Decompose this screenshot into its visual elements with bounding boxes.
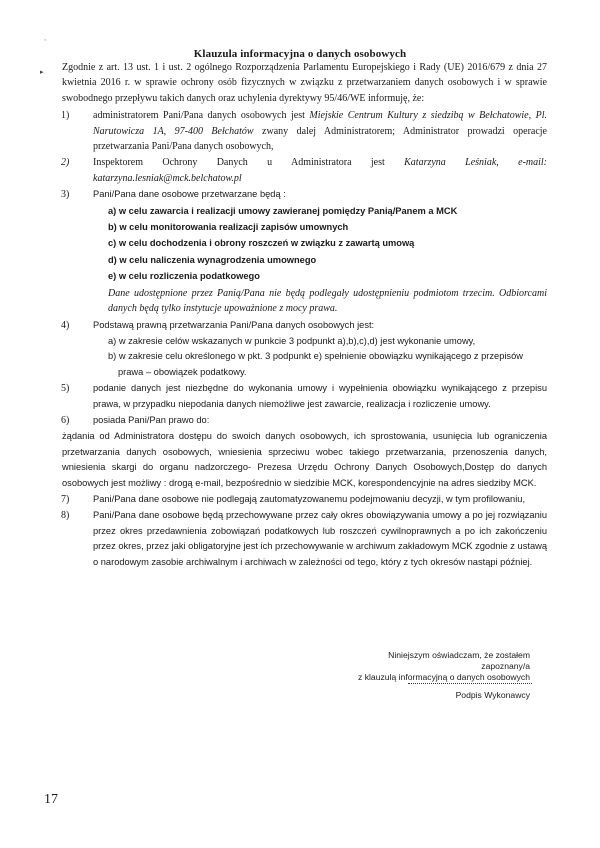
clause-item-6 (62, 413, 547, 428)
clause-text: podanie danych jest niezbędne do wykonania umowy i wypełnienia obowiązku wynikającego z przepisu prawa, w przypadku niepodania danych niemożliwe jest zawarcie, realizacja i rozliczenie umowy. (93, 383, 547, 409)
purpose-item: b) w celu monitorowania realizacji zapisów umownych (108, 222, 349, 233)
scan-mark: ◦ (44, 36, 47, 44)
document-title: Klauzula informacyjna o danych osobowych (193, 48, 407, 60)
administrator-name: Miejskie Centrum Kultury z siedzibą w Bełchatowie, Pl. Narutowicza 1A, 97-400 Bełchatów (93, 110, 547, 137)
clause-number: 6) (61, 414, 70, 426)
inspector-contact: Katarzyna Leśniak, e-mail: katarzyna.lesniak@mck.belchatow.pl (93, 157, 548, 184)
legal-basis-continuation: prawa – obowiązek podatkowy. (118, 366, 247, 377)
legal-basis-text: a) w zakresie celów wskazanych w punkcie 3 podpunkt a),b),c),d) jest wykonanie umowy, (108, 335, 476, 346)
declaration-line: Niniejszym oświadczam, że zostałem zapoznany/a (388, 650, 530, 671)
purpose-item: c) w celu dochodzenia i obrony roszczeń w związku z zawartą umową (108, 238, 415, 249)
clause-item-5 (62, 381, 547, 412)
declaration-line: z klauzulą informacyjną o danych osobowych (358, 672, 530, 682)
clause-item-3 (62, 187, 547, 202)
clause-number: 7) (61, 493, 70, 505)
clause-text: Pani/Pana dane osobowe będą przechowywane przez cały okres obowiązywania umowy a po jej rozwiązaniu przez okres przedawnienia zobowiązań podatkowych lub roszczeń cywilnoprawnych a po ich zakończeniu przez okres, przez jaki obligatoryjne jest ich przechowywanie w archiwum zakładowym MCK zgodnie z ustawą o narodowym zasobie archiwalnym i archiwach w zależności od tego, który z tych okresów nastąpi później. (93, 510, 547, 567)
signature-line (408, 683, 532, 685)
clause-number: 4) (61, 319, 70, 331)
purpose-item: d) w celu naliczenia wynagrodzenia umownego (108, 254, 317, 265)
data-sharing-note: Dane udostępnione przez Panią/Pana nie będą podlegały udostępnieniu podmiotom trzecim. Odbiorcami danych będą tylko instytucje upoważnione z mocy prawa. (108, 287, 547, 315)
purpose-list (62, 204, 547, 317)
clause-number: 5) (61, 383, 70, 395)
clause-text: Podstawą prawną przetwarzania Pani/Pana danych osobowych jest: (93, 319, 375, 330)
clause-text: Pani/Pana dane osobowe przetwarzane będą : (93, 189, 286, 200)
clause-text: Pani/Pana dane osobowe nie podlegają zautomatyzowanemu podejmowaniu decyzji, w tym profilowaniu, (93, 493, 526, 504)
clause-number: 2) (61, 157, 70, 169)
clause-item-8 (62, 508, 547, 570)
clause-text: administratorem Pani/Pana danych osobowych jest (93, 110, 310, 122)
clause-number: 8) (61, 510, 70, 522)
clause-item-7 (62, 492, 547, 507)
clause-item-1 (62, 108, 547, 154)
clause-text: zwany dalej Administratorem; Administrator prowadzi operacje przetwarzania Pani/Pana danych osobowych, (93, 125, 547, 153)
signature-label: Podpis Wykonawcy (455, 690, 530, 700)
scan-mark: ▸ (40, 68, 44, 76)
clause-text: posiada Pani/Pan prawo do: (93, 414, 210, 425)
clause-text: Inspektorem Ochrony Danych u Administratora jest (93, 157, 405, 169)
legal-basis-list (62, 334, 547, 380)
clause-number: 3) (61, 189, 70, 201)
page-number: 17 (44, 792, 58, 807)
rights-paragraph: żądania od Administratora dostępu do swoich danych osobowych, ich sprostowania, usunięcia lub ograniczenia przetwarzania danych osobowych, wniesienia sprzeciwu wobec takiego przetwarzania, przenoszenia danych, wniesienia skargi do organu nadzorczego- Prezesa Urzędu Ochrony Danych Osobowych,Dostęp do danych osobowych jest możliwy : drogą e-mail, bezpośrednio w siedzibie MCK, korespondencyjnie na adres siedziby MCK. (62, 431, 547, 488)
purpose-item: e) w celu rozliczenia podatkowego (108, 271, 260, 282)
clause-number: 1) (61, 110, 70, 122)
purpose-item: a) w celu zawarcia i realizacji umowy zawieranej pomiędzy Panią/Panem a MCK (108, 205, 458, 216)
clause-item-2 (62, 155, 547, 186)
legal-basis-text: b) w zakresie celu określonego w pkt. 3 podpunkt e) spełnienie obowiązku wynikającego z przepisów (108, 351, 523, 362)
document-body (62, 60, 547, 571)
legal-basis-item (93, 334, 547, 349)
intro-paragraph: Zgodnie z art. 13 ust. 1 i ust. 2 ogólnego Rozporządzenia Parlamentu Europejskiego i Rady (UE) 2016/679 z dnia 27 kwietnia 2016 r. w sprawie ochrony osób fizycznych w związku z przetwarzaniem danych osobowych i w sprawie swobodnego przepływu takich danych oraz uchylenia dyrektywy 95/46/WE informuję, że: (62, 62, 547, 104)
declaration-block (345, 650, 530, 683)
legal-basis-item (93, 349, 547, 380)
clause-item-4 (62, 318, 547, 333)
